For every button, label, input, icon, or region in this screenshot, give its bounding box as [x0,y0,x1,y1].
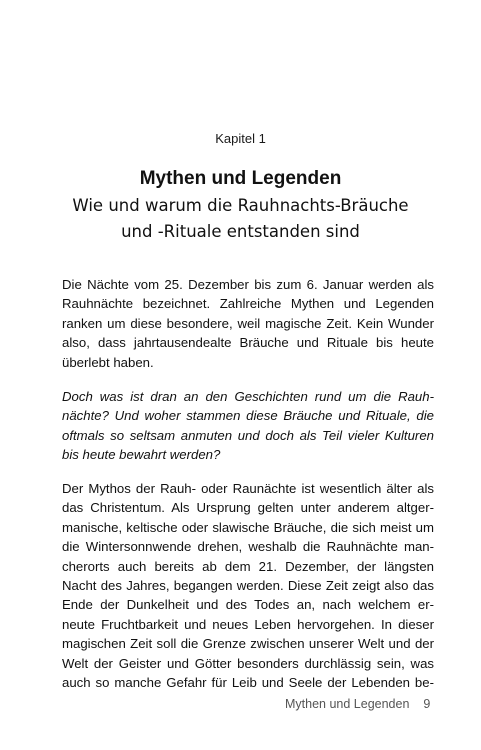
text-line: das Christentum. Als Ursprung gelten unter anderem altger- [62,500,434,516]
text-line: Rauhnächte bezeichnet. Zahlreiche Mythen und Legenden [62,296,434,312]
text-line: auch so manche Gefahr für Leib und Seele der Lebenden be- [62,675,434,691]
text-line: Doch was ist dran an den Geschichten rund um die Rauh- [62,389,434,404]
paragraph-history [62,479,434,692]
text-line: also, dass jahrtausendealte Bräuche und Rituale bis heute [62,335,434,351]
text-line: Die Nächte vom 25. Dezember bis zum 6. Januar werden als [62,277,434,292]
text-line: überlebt haben. [62,354,154,370]
page-number: 9 [423,697,431,711]
subtitle-line: Wie und warum die Rauhnachts-Bräuche [72,196,409,215]
text-line: nächte? Und woher stammen diese Bräuche und Rituale, die [62,408,434,424]
text-line: Der Mythos der Rauh- oder Raunächte ist wesentlich älter als [62,481,434,496]
chapter-subtitle [0,193,481,245]
running-title: Mythen und Legenden [285,697,410,711]
subtitle-line: und -Rituale entstanden sind [121,222,360,241]
text-line: oftmals so seltsam anmuten und doch als Teil vieler Kulturen [62,427,434,443]
text-line: bis heute bewahrt werden? [62,447,221,463]
text-line: Ende der Dunkelheit und des Todes an, nach welchem er- [62,597,434,613]
paragraph-question [62,387,434,465]
chapter-label: Kapitel 1 [215,131,266,146]
paragraph-intro [62,275,434,372]
text-line: neute Fruchtbarkeit und neues Leben hervorgehen. In dieser [62,616,434,632]
text-line: Welt der Geister und Götter besonders durchlässig sein, was [62,655,434,671]
text-line: manische, keltische oder slawische Bräuche, die sich meist um [62,519,434,535]
chapter-title: Mythen und Legenden [139,168,342,189]
page-footer [285,697,430,711]
text-line: magischen Zeit soll die Grenze zwischen unserer Welt und der [62,636,434,652]
text-line: die Wintersonnwende drehen, weshalb die Rauhnächte man- [62,539,434,555]
text-line: cherorts auch bereits ab dem 21. Dezember, der längsten [62,558,434,574]
text-line: Nacht des Jahres, begangen werden. Diese Zeit zeigt also das [62,578,434,594]
text-line: ranken um diese besondere, weil magische Zeit. Kein Wunder [62,315,434,331]
